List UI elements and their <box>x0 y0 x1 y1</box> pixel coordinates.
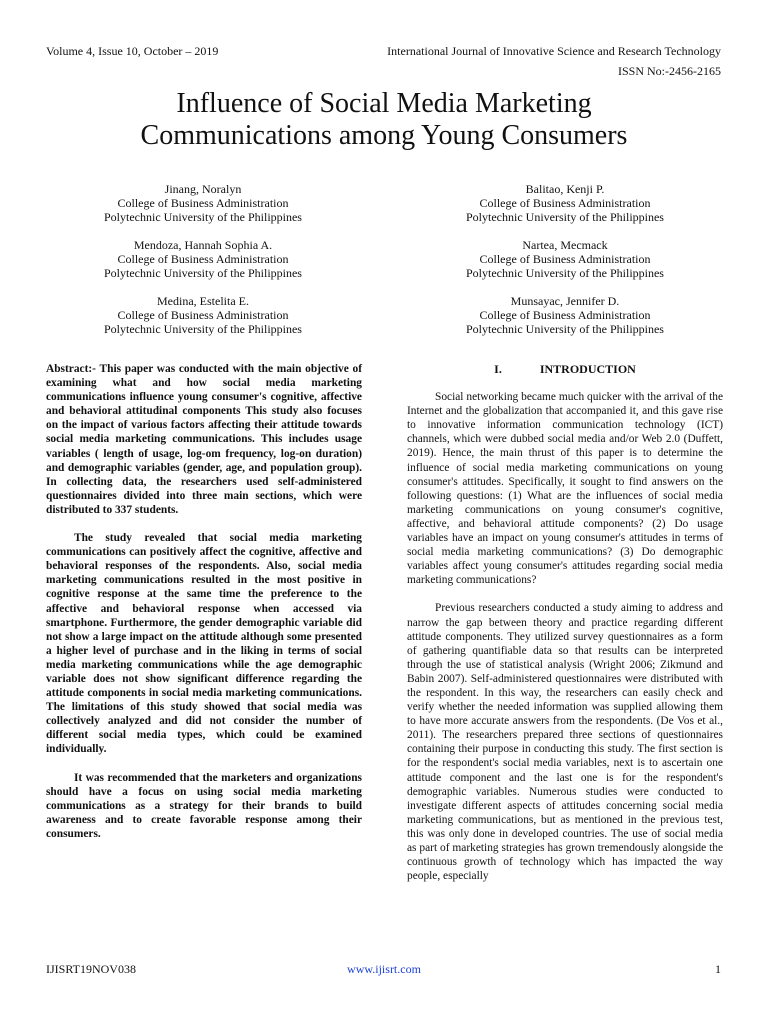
author-univ: Polytechnic University of the Philippines <box>466 210 664 224</box>
author-block <box>400 182 730 224</box>
issn: ISSN No:-2456-2165 <box>617 64 721 78</box>
volume-info: Volume 4, Issue 10, October – 2019 <box>46 44 219 58</box>
author-univ: Polytechnic University of the Philippines <box>466 266 664 280</box>
abstract-paragraph: The study revealed that social media marketing communications can positively affect the cognitive, affective and behavioral responses of the respondents. Also, social media marketing communications resulted in the most positive in cognitive response at the same time the preference to the affective and behavioral response when accessed via smartphone. Furthermore, the gender demographic variable did not show a large impact on the attitude although some presented a higher level of purchase and in the liking in terms of social media marketing communications while the age demographic variable does not show significant difference regarding the attitude components in social media marketing communications. The limitations of this study showed that social media was collectively analyzed and did not consider the number of different social media types, which could be examined individually. <box>46 532 362 756</box>
author-dept: College of Business Administration <box>479 196 651 210</box>
journal-url-link[interactable]: www.ijisrt.com <box>347 962 421 976</box>
title-line-2: Communications among Young Consumers <box>140 120 628 151</box>
section-heading <box>407 362 723 376</box>
author-dept: College of Business Administration <box>117 252 289 266</box>
author-block <box>400 294 730 336</box>
body-paragraph: Previous researchers conducted a study aiming to address and narrow the gap between theory and practice regarding different attitude components. They utilized survey questionnaires as a form of gathering quantifiable data so that results can be interpreted through the use of statistical analysis (Wright 2006; Zikmund and Babin 2007). Self-administered questionnaires were distributed with the respondent. In this way, the researchers can easily check and verify whether the needed information was supplied allowing them to have more accurate answers from the respondents. (De Vos et al., 2011). The researchers prepared three sections of questionnaires containing their purpose in conducting this study. The first section is for the respondent's social media variables, next is to ascertain one attitude component and the last one is for the respondent's demographic variables. Numerous studies were conducted to investigate different aspects of attitudes concerning social media marketing communications, but as mentioned in the previous test, this was only done in developed countries. The use of social media as part of marketing strategies has grown tremendously alongside the continuous growth of technology which has impacted the way people, especially <box>407 602 723 883</box>
author-block <box>38 182 368 224</box>
author-name: Balitao, Kenji P. <box>525 182 605 196</box>
author-name: Jinang, Noralyn <box>164 182 242 196</box>
section-number: I. <box>494 362 502 376</box>
author-univ: Polytechnic University of the Philippines <box>466 322 664 336</box>
author-univ: Polytechnic University of the Philippines <box>104 210 302 224</box>
section-title: INTRODUCTION <box>539 362 636 376</box>
title-line-1: Influence of Social Media Marketing <box>176 88 592 119</box>
author-block <box>38 294 368 336</box>
author-name: Mendoza, Hannah Sophia A. <box>133 238 273 252</box>
author-univ: Polytechnic University of the Philippines <box>104 322 302 336</box>
abstract-column <box>46 362 362 855</box>
author-name: Munsayac, Jennifer D. <box>510 294 620 308</box>
body-paragraph: Social networking became much quicker with the arrival of the Internet and the globalization that accompanied it, and this gave rise to innovative information communication technology (ICT) channels, which were dubbed social media and/or Web 2.0 (Duffett, 2019). Hence, the main thrust of this paper is to determine the influence of social media marketing communications on young consumer's attitudes. Specifically, it sought to find answers on the following questions: (1) What are the influences of social media marketing communications on young consumer's cognitive, affective, and behavioral attitude components? (2) Do usage variables have an impact on young consumer's attitudes in terms of social media marketing communications? (3) Do demographic variables affect young consumer's attitudes regarding social media marketing communications? <box>407 391 723 587</box>
author-univ: Polytechnic University of the Philippines <box>104 266 302 280</box>
paper-title <box>60 88 708 152</box>
author-block <box>38 238 368 280</box>
author-dept: College of Business Administration <box>479 252 651 266</box>
author-block <box>400 238 730 280</box>
author-name: Nartea, Mecmack <box>522 238 608 252</box>
abstract-paragraph <box>46 362 362 517</box>
abstract-paragraph: It was recommended that the marketers and organizations should have a focus on using social media marketing communications as a strategy for their brands to build awareness and to create favorable response among their consumers. <box>46 771 362 840</box>
page-number: 1 <box>715 962 721 976</box>
introduction-column <box>407 362 723 897</box>
abstract-label: Abstract:- <box>46 363 96 375</box>
author-name: Medina, Estelita E. <box>157 294 249 308</box>
journal-name: International Journal of Innovative Science and Research Technology <box>387 44 721 58</box>
author-dept: College of Business Administration <box>117 308 289 322</box>
author-dept: College of Business Administration <box>117 196 289 210</box>
paper-id: IJISRT19NOV038 <box>46 962 136 976</box>
author-dept: College of Business Administration <box>479 308 651 322</box>
abstract-text: This paper was conducted with the main objective of examining what and how social media marketing communications influence young consumer's cognitive, affective and behavioral attitudinal components This study also focuses on the impact of various factors affecting their attitude towards social media marketing communications. This includes usage variables ( length of usage, log-om frequency, log-on duration) and demographic variables (gender, age, and population group). In collecting data, the researchers used self-administered questionnaires divided into three main sections, which were distributed to 337 students. <box>46 363 362 516</box>
